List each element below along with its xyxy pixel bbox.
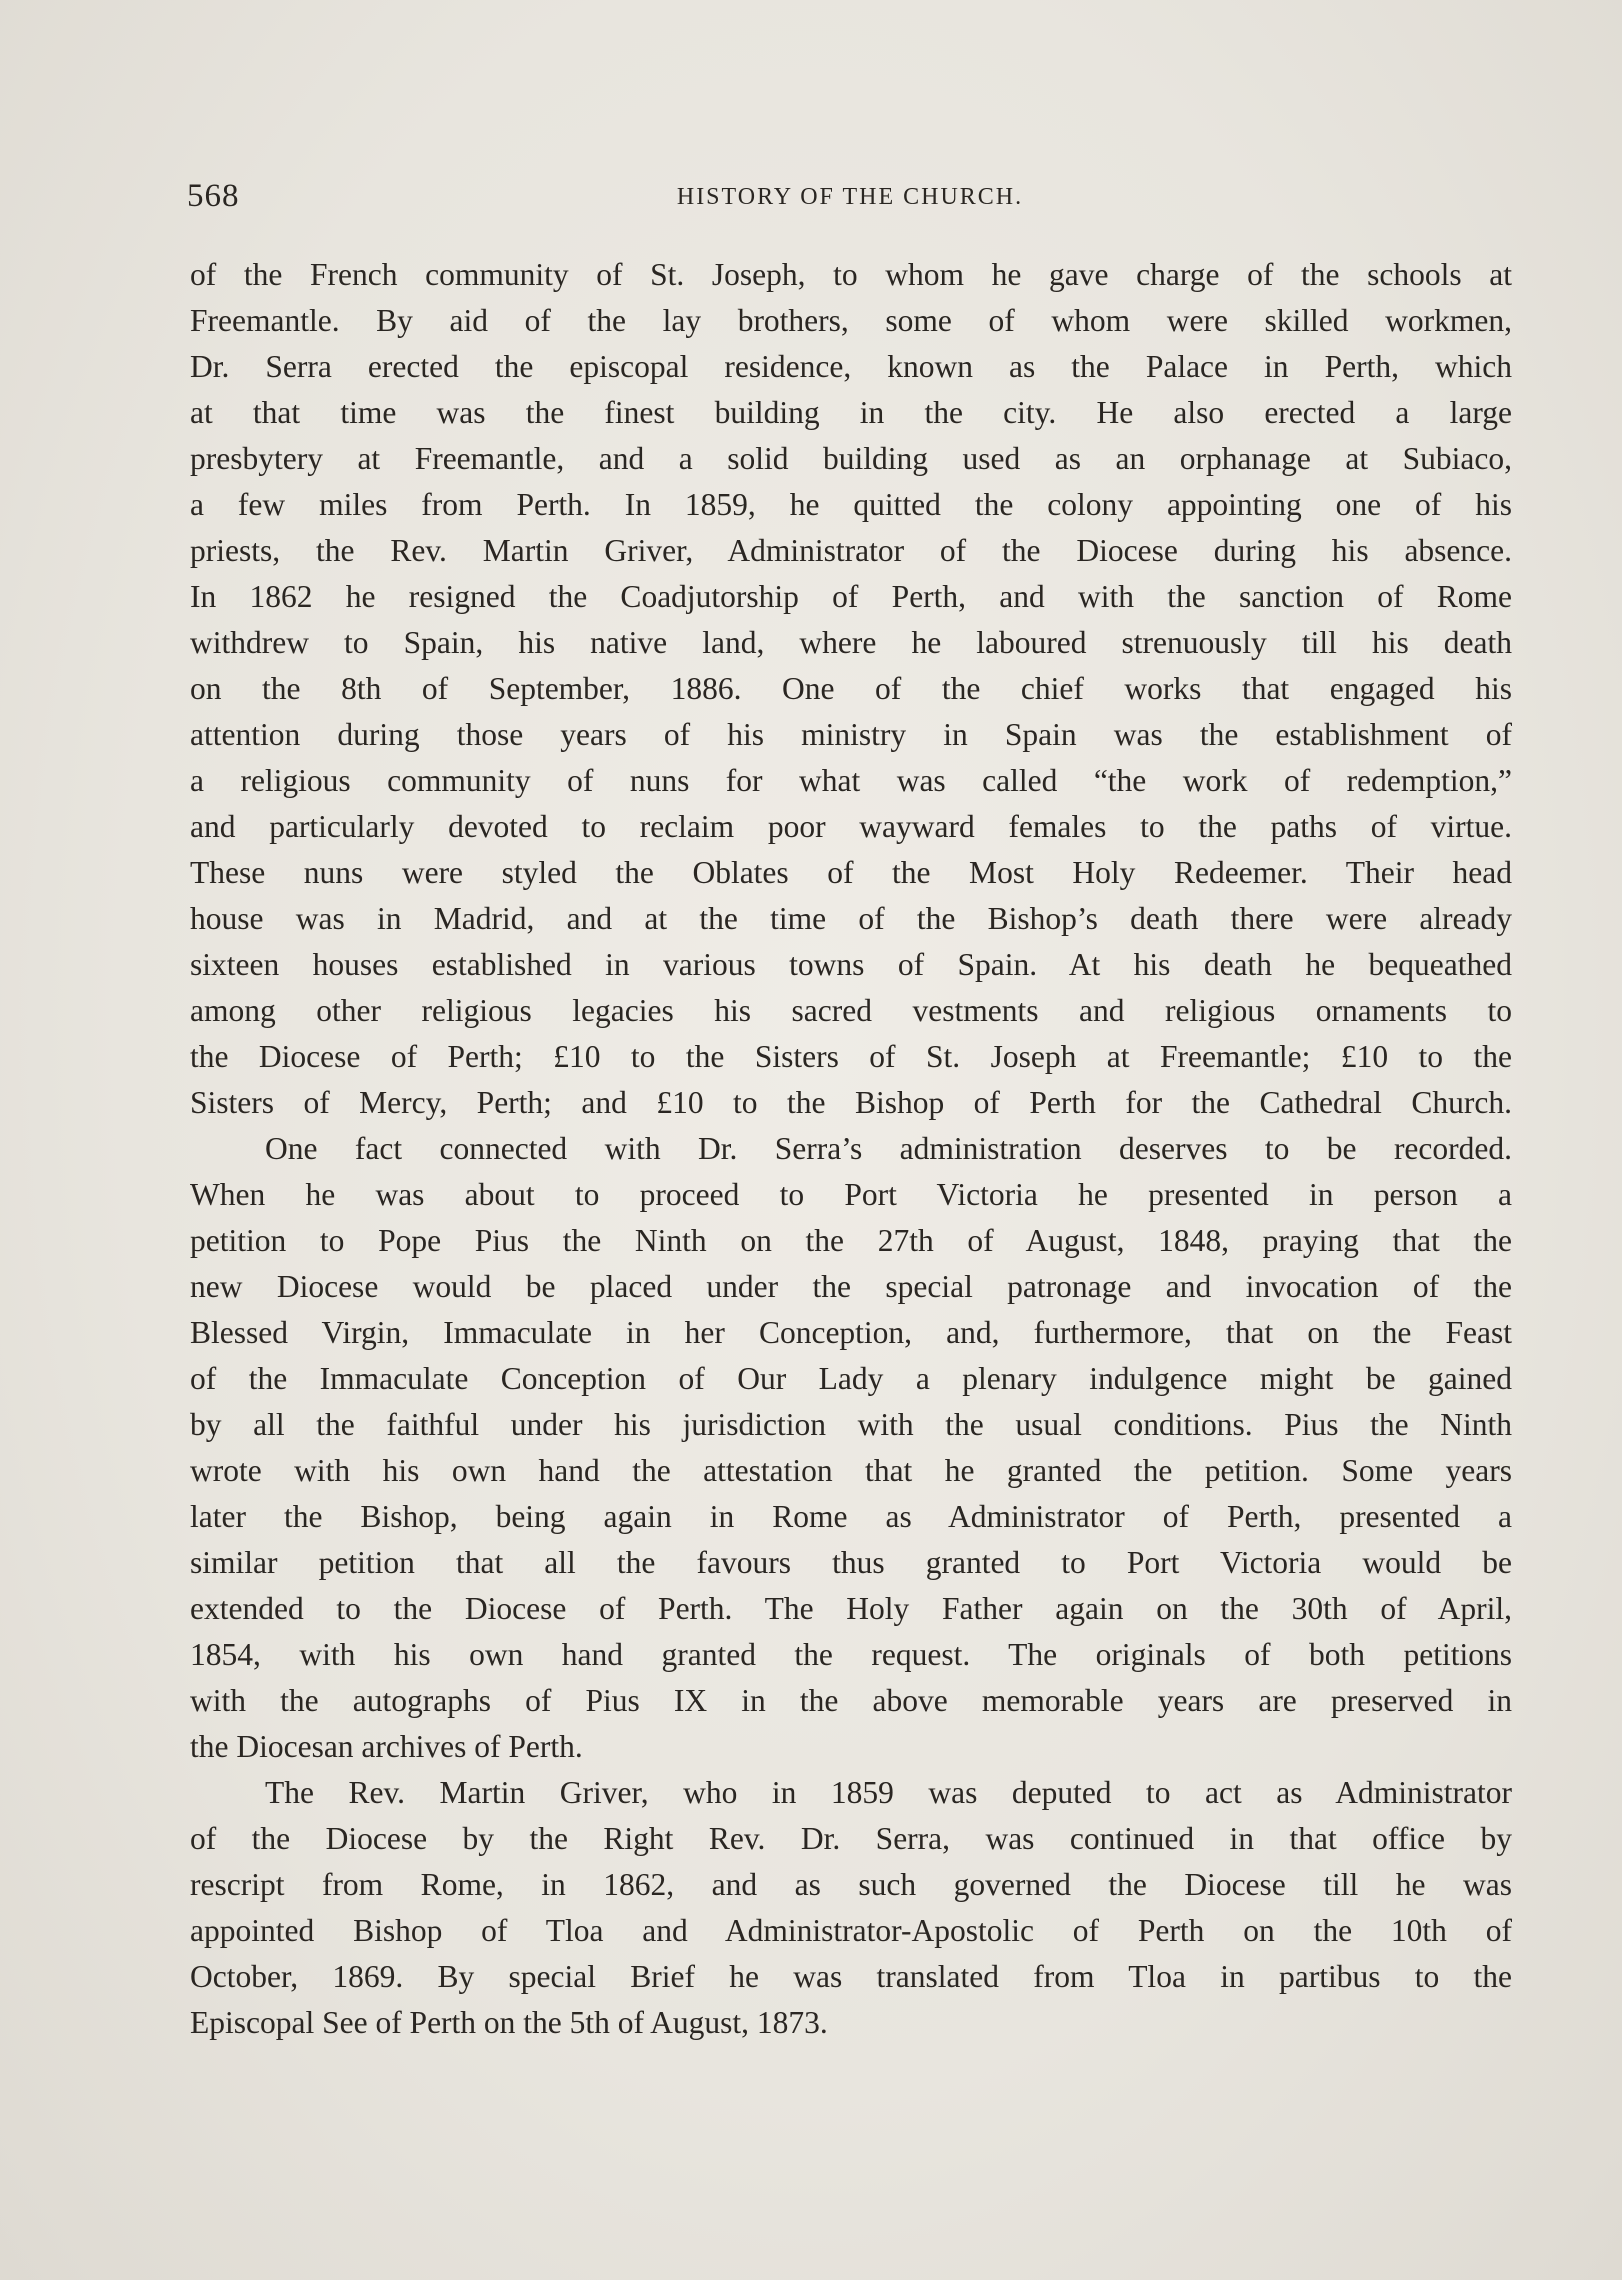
running-head bbox=[187, 178, 1513, 218]
text-line: on the 8th of September, 1886. One of the chief works that engaged his bbox=[190, 671, 1512, 706]
text-line: The Rev. Martin Griver, who in 1859 was deputed to act as Administrator bbox=[265, 1775, 1512, 1810]
text-line: among other religious legacies his sacred vestments and religious ornaments to bbox=[190, 993, 1512, 1028]
paragraph-3 bbox=[190, 1770, 1512, 2046]
text-line: of the Diocese by the Right Rev. Dr. Serra, was continued in that office by bbox=[190, 1821, 1512, 1856]
text-line: appointed Bishop of Tloa and Administrator-Apostolic of Perth on the 10th of bbox=[190, 1913, 1512, 1948]
text-line: Dr. Serra erected the episcopal residence, known as the Palace in Perth, which bbox=[190, 349, 1512, 384]
text-line: attention during those years of his ministry in Spain was the establishment of bbox=[190, 717, 1512, 752]
body-text bbox=[190, 252, 1512, 2046]
text-line: similar petition that all the favours thus granted to Port Victoria would be bbox=[190, 1545, 1512, 1580]
paragraph-2 bbox=[190, 1126, 1512, 1770]
text-line: rescript from Rome, in 1862, and as such governed the Diocese till he was bbox=[190, 1867, 1512, 1902]
text-line: Sisters of Mercy, Perth; and £10 to the Bishop of Perth for the Cathedral Church. bbox=[190, 1085, 1512, 1120]
text-line: and particularly devoted to reclaim poor wayward females to the paths of virtue. bbox=[190, 809, 1512, 844]
text-line: new Diocese would be placed under the special patronage and invocation of the bbox=[190, 1269, 1512, 1304]
paragraph-1 bbox=[190, 252, 1512, 1126]
page-number: 568 bbox=[187, 178, 240, 214]
running-title: HISTORY OF THE CHURCH. bbox=[676, 184, 1024, 210]
text-line: withdrew to Spain, his native land, where he laboured strenuously till his death bbox=[190, 625, 1512, 660]
text-line: sixteen houses established in various towns of Spain. At his death he bequeathed bbox=[190, 947, 1512, 982]
text-line: Episcopal See of Perth on the 5th of August, 1873. bbox=[190, 2005, 828, 2040]
text-line: of the Immaculate Conception of Our Lady a plenary indulgence might be gained bbox=[190, 1361, 1512, 1396]
text-line: by all the faithful under his jurisdiction with the usual conditions. Pius the Ninth bbox=[190, 1407, 1512, 1442]
text-line: October, 1869. By special Brief he was translated from Tloa in partibus to the bbox=[190, 1959, 1512, 1994]
text-line: later the Bishop, being again in Rome as Administrator of Perth, presented a bbox=[190, 1499, 1512, 1534]
text-line: the Diocesan archives of Perth. bbox=[190, 1729, 583, 1764]
text-line: a religious community of nuns for what was called “the work of redemption,” bbox=[190, 763, 1512, 798]
text-line: petition to Pope Pius the Ninth on the 27th of August, 1848, praying that the bbox=[190, 1223, 1512, 1258]
text-line: extended to the Diocese of Perth. The Holy Father again on the 30th of April, bbox=[190, 1591, 1512, 1626]
text-line: presbytery at Freemantle, and a solid building used as an orphanage at Subiaco, bbox=[190, 441, 1512, 476]
text-line: of the French community of St. Joseph, to whom he gave charge of the schools at bbox=[190, 257, 1512, 292]
text-line: These nuns were styled the Oblates of the Most Holy Redeemer. Their head bbox=[190, 855, 1512, 890]
text-line: priests, the Rev. Martin Griver, Administrator of the Diocese during his absence. bbox=[190, 533, 1512, 568]
text-line: In 1862 he resigned the Coadjutorship of Perth, and with the sanction of Rome bbox=[190, 579, 1512, 614]
text-line: Freemantle. By aid of the lay brothers, some of whom were skilled workmen, bbox=[190, 303, 1512, 338]
text-line: the Diocese of Perth; £10 to the Sisters of St. Joseph at Freemantle; £10 to the bbox=[190, 1039, 1512, 1074]
text-line: with the autographs of Pius IX in the above memorable years are preserved in bbox=[190, 1683, 1512, 1718]
text-line: 1854, with his own hand granted the request. The originals of both petitions bbox=[190, 1637, 1512, 1672]
text-line: house was in Madrid, and at the time of the Bishop’s death there were already bbox=[190, 901, 1512, 936]
text-line: at that time was the finest building in the city. He also erected a large bbox=[190, 395, 1512, 430]
text-line: wrote with his own hand the attestation that he granted the petition. Some years bbox=[190, 1453, 1512, 1488]
text-line: Blessed Virgin, Immaculate in her Conception, and, furthermore, that on the Feast bbox=[190, 1315, 1512, 1350]
text-line: When he was about to proceed to Port Victoria he presented in person a bbox=[190, 1177, 1512, 1212]
text-line: a few miles from Perth. In 1859, he quitted the colony appointing one of his bbox=[190, 487, 1512, 522]
text-line: One fact connected with Dr. Serra’s administration deserves to be recorded. bbox=[265, 1131, 1512, 1166]
